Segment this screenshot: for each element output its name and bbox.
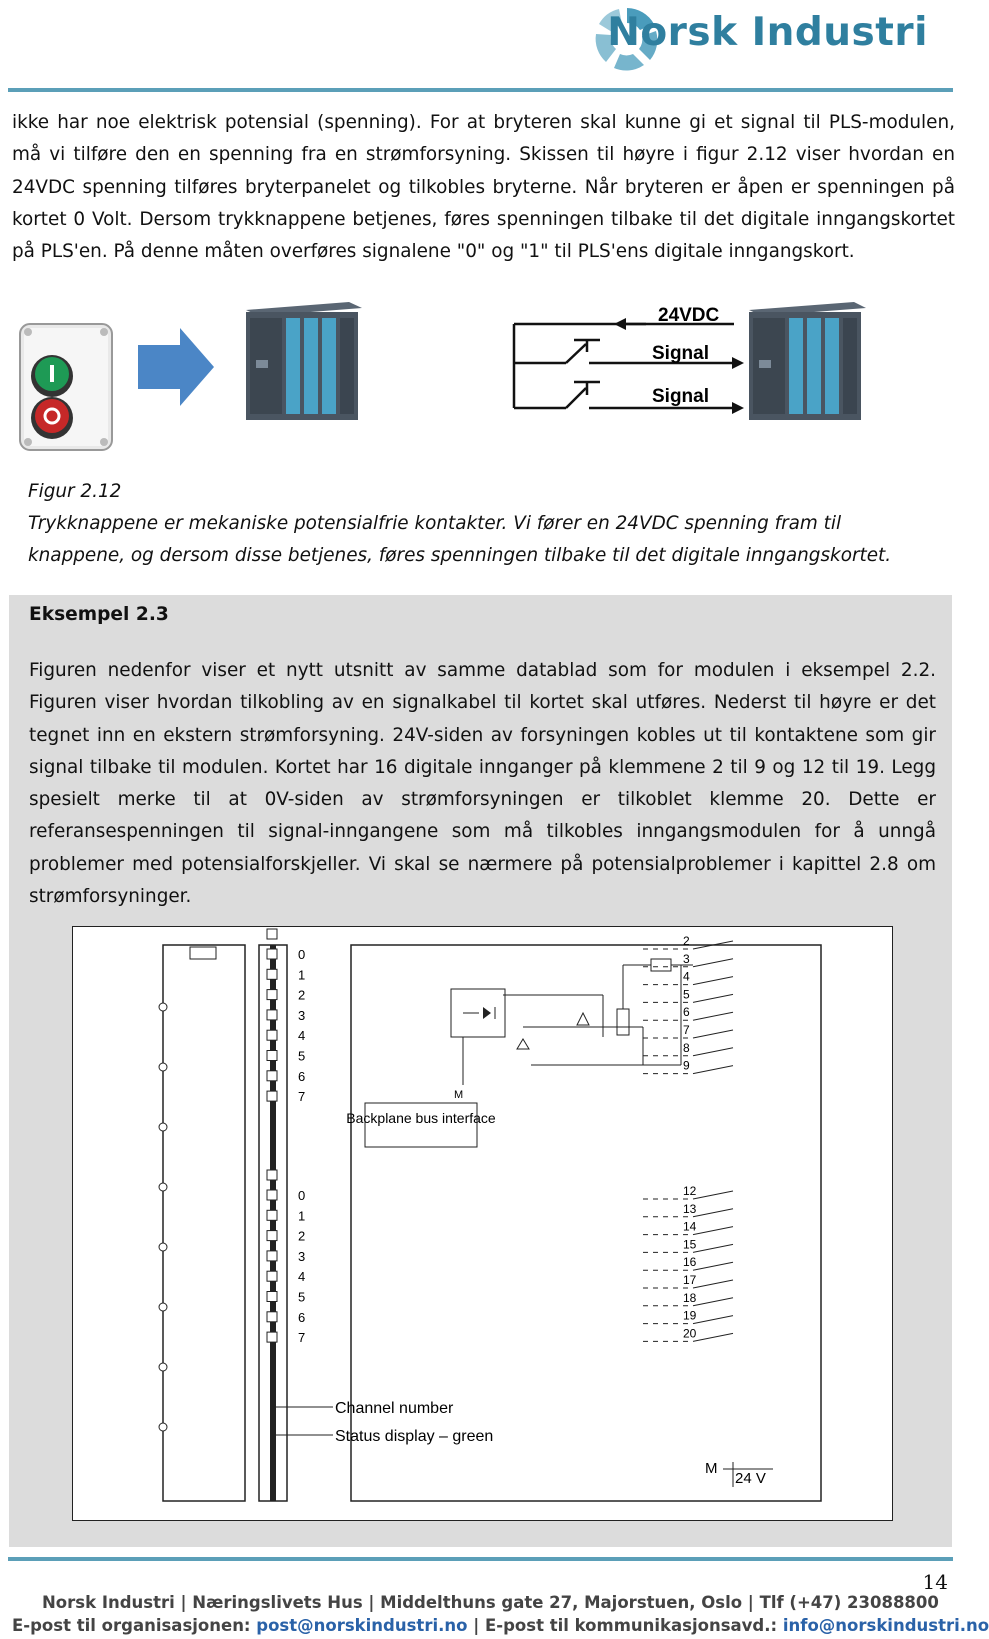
switch-contact [693, 977, 733, 985]
group2-channel-number: 6 [298, 1309, 306, 1325]
status-led [267, 1051, 277, 1061]
pushbutton-box-icon [20, 324, 112, 450]
status-led [267, 1332, 277, 1342]
switch-contact [693, 1030, 733, 1038]
legend-status: Status display – green [335, 1428, 494, 1445]
switch-contact [693, 1191, 733, 1199]
status-led [267, 929, 277, 939]
footer-rule [8, 1557, 953, 1561]
switch-contact [693, 1048, 733, 1056]
backplane-label: Backplane bus interface [346, 1110, 496, 1126]
plc-module-icon [246, 302, 362, 420]
figure-caption [28, 476, 908, 572]
group2-channel-number: 3 [298, 1248, 306, 1264]
group2-terminal-label: 15 [683, 1237, 697, 1252]
status-led [267, 1091, 277, 1101]
intro-paragraph: ikke har noe elektrisk potensial (spenning). For at bryteren skal kunne gi et signal til PLS-modulen, må vi tilføre den en spenning fra en strømforsyning. Skissen til høyre i figur 2.12 viser hvordan en 24VDC spenning tilføres bryterpanelet og tilkobles bryterne. Når bryteren er åpen er spenningen på kortet 0 Volt. Dersom trykknappene betjenes, føres spenningen tilbake til det digitale inngangskortet på PLS'en. På denne måten overføres signalene "0" og "1" til PLS'ens digitale inngangskort. [12, 112, 955, 263]
group1-channel-number: 2 [298, 987, 306, 1003]
label-signal-2: Signal [652, 386, 710, 407]
status-led [267, 1271, 277, 1281]
group1-channel-number: 6 [298, 1068, 306, 1084]
group1-channel-number: 3 [298, 1007, 306, 1023]
footer-contact [12, 1616, 989, 1635]
example-title: Eksempel 2.3 [29, 604, 169, 625]
page-number: 14 [922, 1570, 948, 1594]
plc-module-icon [749, 302, 866, 420]
status-led [267, 990, 277, 1000]
group2-channel-number: 5 [298, 1289, 306, 1305]
group2-channel-number: 1 [298, 1208, 306, 1224]
supply-label: 24 V [735, 1470, 766, 1487]
group1-channel-number: 7 [298, 1089, 306, 1105]
wiring-diagram [72, 926, 893, 1521]
email-org-link[interactable]: post@norskindustri.no [256, 1616, 468, 1635]
group1-terminal-label: 4 [683, 969, 690, 984]
switch-contact [693, 1209, 733, 1217]
status-led [267, 969, 277, 979]
switch-contact [693, 959, 733, 967]
footer-email-mid: | E-post til kommunikasjonsavd.: [467, 1616, 783, 1635]
group2-terminal-label: 12 [683, 1184, 697, 1198]
status-led [267, 1071, 277, 1081]
group1-terminal-label: 3 [683, 951, 690, 966]
group2-terminal-label: 19 [683, 1308, 697, 1323]
header-rule [8, 88, 953, 92]
footer-email-prefix: E-post til organisasjonen: [12, 1616, 257, 1635]
status-led [267, 1210, 277, 1220]
group1-terminal-label: 2 [683, 934, 690, 948]
group1-terminal-label: 5 [683, 987, 690, 1002]
status-led [267, 1231, 277, 1241]
switch-contact [693, 1333, 733, 1341]
switch-contact [693, 1227, 733, 1235]
group2-terminal-label: 20 [683, 1326, 697, 1341]
email-comm-link[interactable]: info@norskindustri.no [782, 1616, 989, 1635]
group2-terminal-label: 17 [683, 1273, 697, 1287]
status-led [267, 1190, 277, 1200]
figure-2-12 [14, 300, 914, 460]
group1-terminal-label: 7 [683, 1023, 690, 1037]
switch-contact [693, 1244, 733, 1252]
group2-terminal-label: 13 [683, 1201, 697, 1216]
m-label-right: M [705, 1460, 718, 1477]
legend-channel: Channel number [335, 1400, 454, 1417]
switch-contact [693, 1280, 733, 1288]
group1-terminal-label: 9 [683, 1058, 690, 1073]
switch-contact [693, 1262, 733, 1270]
footer-address: Norsk Industri | Næringslivets Hus | Middelthuns gate 27, Majorstuen, Oslo | Tlf (+47) 23088800 [42, 1593, 939, 1612]
group1-channel-number: 4 [298, 1028, 306, 1044]
group1-terminal-label: 6 [683, 1005, 690, 1020]
group2-terminal-label: 16 [683, 1255, 697, 1270]
arrow-right-icon [138, 328, 214, 406]
group2-terminal-label: 18 [683, 1290, 697, 1305]
status-led [267, 1312, 277, 1322]
switch-contact [693, 1316, 733, 1324]
caption-text: Trykknappene er mekaniske potensialfrie kontakter. Vi fører en 24VDC spenning fram til knappene, og dersom disse betjenes, føres spenningen tilbake til det digitale inngangskortet. [28, 513, 892, 566]
status-led [267, 1292, 277, 1302]
label-signal-1: Signal [652, 343, 710, 364]
status-led [267, 1251, 277, 1261]
status-led [267, 1170, 277, 1180]
group1-terminal-label: 8 [683, 1040, 690, 1055]
group1-channel-number: 5 [298, 1048, 306, 1064]
status-led [267, 1030, 277, 1040]
status-led [267, 949, 277, 959]
group2-terminal-label: 14 [683, 1219, 697, 1234]
group2-channel-number: 2 [298, 1228, 306, 1244]
m-label: M [454, 1089, 464, 1101]
group2-channel-number: 4 [298, 1269, 306, 1285]
group1-channel-number: 1 [298, 967, 306, 983]
group1-channel-number: 0 [298, 947, 306, 962]
label-24vdc: 24VDC [658, 305, 720, 326]
wiring-diagram-svg [73, 927, 892, 1520]
status-led [267, 1010, 277, 1020]
group2-channel-number: 0 [298, 1188, 306, 1203]
logo-text: Norsk Industri [607, 10, 928, 55]
switch-contact [693, 1298, 733, 1306]
switch-contact [693, 1012, 733, 1020]
example-text: Figuren nedenfor viser et nytt utsnitt av samme datablad som for modulen i eksempel 2.2. Figuren viser hvordan tilkobling av en signalkabel til kortet skal utføres. Nederst til høyre er det tegnet inn en ekstern strømforsyning. 24V-siden av forsyningen kobles ut til kontaktene som gir signal tilbake til modulen. Kortet har 16 digitale innganger på klemmene 2 til 9 og 12 til 19. Legg spesielt merke til at 0V-siden av strømforsyningen er tilkoblet klemme 20. Dette er referansespenningen til signal-inngangene som må tilkobles inngangsmodulen for å unngå problemer med potensialforskjeller. Vi skal se nærmere på potensialproblemer i kapittel 2.8 om strømforsyninger. [29, 660, 936, 908]
switch-contact [693, 994, 733, 1002]
caption-title: Figur 2.12 [28, 481, 122, 502]
group2-channel-number: 7 [298, 1330, 306, 1346]
switch-contact [693, 1066, 733, 1074]
